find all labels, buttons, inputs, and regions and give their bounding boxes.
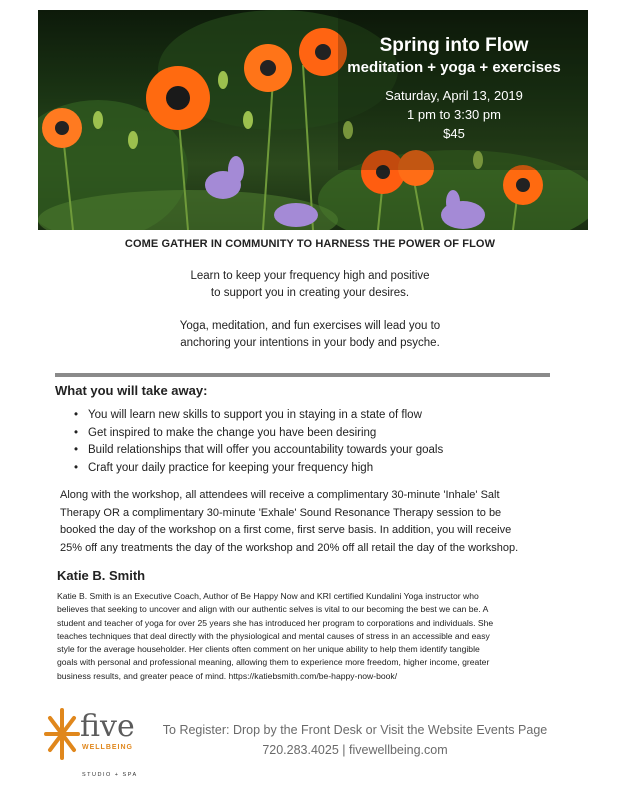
- bio-line: Katie B. Smith is an Executive Coach, Author of Be Happy Now and KRI certified Kundalini Yoga instructor who: [57, 591, 479, 601]
- bio-line: style for the average householder. Her clients often comment on her unique ability to help them identify tangible: [57, 644, 480, 655]
- starburst-icon: [42, 704, 82, 764]
- offer-line: booked the day of the workshop on a first come, first serve basis. In addition, you will receive: [60, 524, 512, 536]
- intro-line: Yoga, meditation, and fun exercises will lead you to: [179, 320, 441, 332]
- list-item: • Build relationships that will offer you accountability towards your goals: [74, 442, 443, 460]
- event-date: Saturday, April 13, 2019: [385, 88, 523, 103]
- event-banner: [38, 10, 588, 230]
- offer-line: Therapy OR a complimentary 30-minute 'Exhale' Sound Resonance Therapy session to be: [60, 506, 502, 519]
- bio-line: student and teacher of yoga for over 25 years she has introduced her program to corporations and individuals. She: [57, 617, 494, 628]
- instructor-name: Katie B. Smith: [57, 568, 146, 583]
- headline: COME GATHER IN COMMUNITY TO HARNESS THE POWER OF FLOW: [124, 238, 496, 250]
- logo-tagline: STUDIO + SPA: [82, 772, 138, 778]
- list-item: • Get inspired to make the change you have been desiring: [74, 425, 443, 443]
- offer-line: 25% off any treatments the day of the workshop and 20% off all retail the day of the workshop.: [60, 541, 519, 554]
- banner-text: [334, 34, 574, 143]
- logo-word: five: [80, 709, 135, 744]
- instructor-bio: [57, 590, 577, 683]
- list-item: • You will learn new skills to support you in staying in a state of flow: [74, 407, 443, 425]
- event-price: $45: [443, 126, 465, 141]
- event-subtitle: meditation + yoga + exercises: [347, 59, 561, 76]
- intro-paragraph-1: [0, 268, 620, 302]
- intro-line: Learn to keep your frequency high and positive: [190, 270, 430, 282]
- offer-line: Along with the workshop, all attendees will receive a complimentary 30-minute 'Inhale' Salt: [60, 489, 500, 501]
- register-instructions: To Register: Drop by the Front Desk or Visit the Website Events Page: [162, 723, 548, 737]
- contact-info: 720.283.4025 | fivewellbeing.com: [262, 743, 448, 757]
- five-wellbeing-logo: [42, 700, 142, 780]
- intro-paragraph-2: [0, 318, 620, 352]
- list-item: • Craft your daily practice for keeping your frequency high: [74, 460, 443, 478]
- takeaway-list: [74, 407, 443, 477]
- intro-line: to support you in creating your desires.: [210, 287, 410, 299]
- offer-paragraph: [60, 487, 572, 557]
- event-time: 1 pm to 3:30 pm: [407, 107, 501, 122]
- bio-line: teaches techniques that deal directly with the physiological and mental causes of stress in an accessible and easy: [57, 630, 490, 641]
- logo-subtitle: WELLBEING: [82, 744, 133, 751]
- takeaway-title: What you will take away:: [55, 383, 208, 398]
- intro-line: anchoring your intentions in your body and psyche.: [180, 337, 440, 349]
- event-title: Spring into Flow: [379, 35, 529, 56]
- bio-line: goals with personal and professional meaning, allowing them to experience more freedom, higher income, greater: [57, 657, 490, 668]
- section-divider: [55, 373, 550, 377]
- bio-line: believes that seeking to uncover and align with our authentic selves is vital to our becoming the best we can be. A: [57, 604, 489, 615]
- bio-line: business results, and greater peace of mind. https://katiebsmith.com/be-happy-now-book/: [57, 670, 398, 681]
